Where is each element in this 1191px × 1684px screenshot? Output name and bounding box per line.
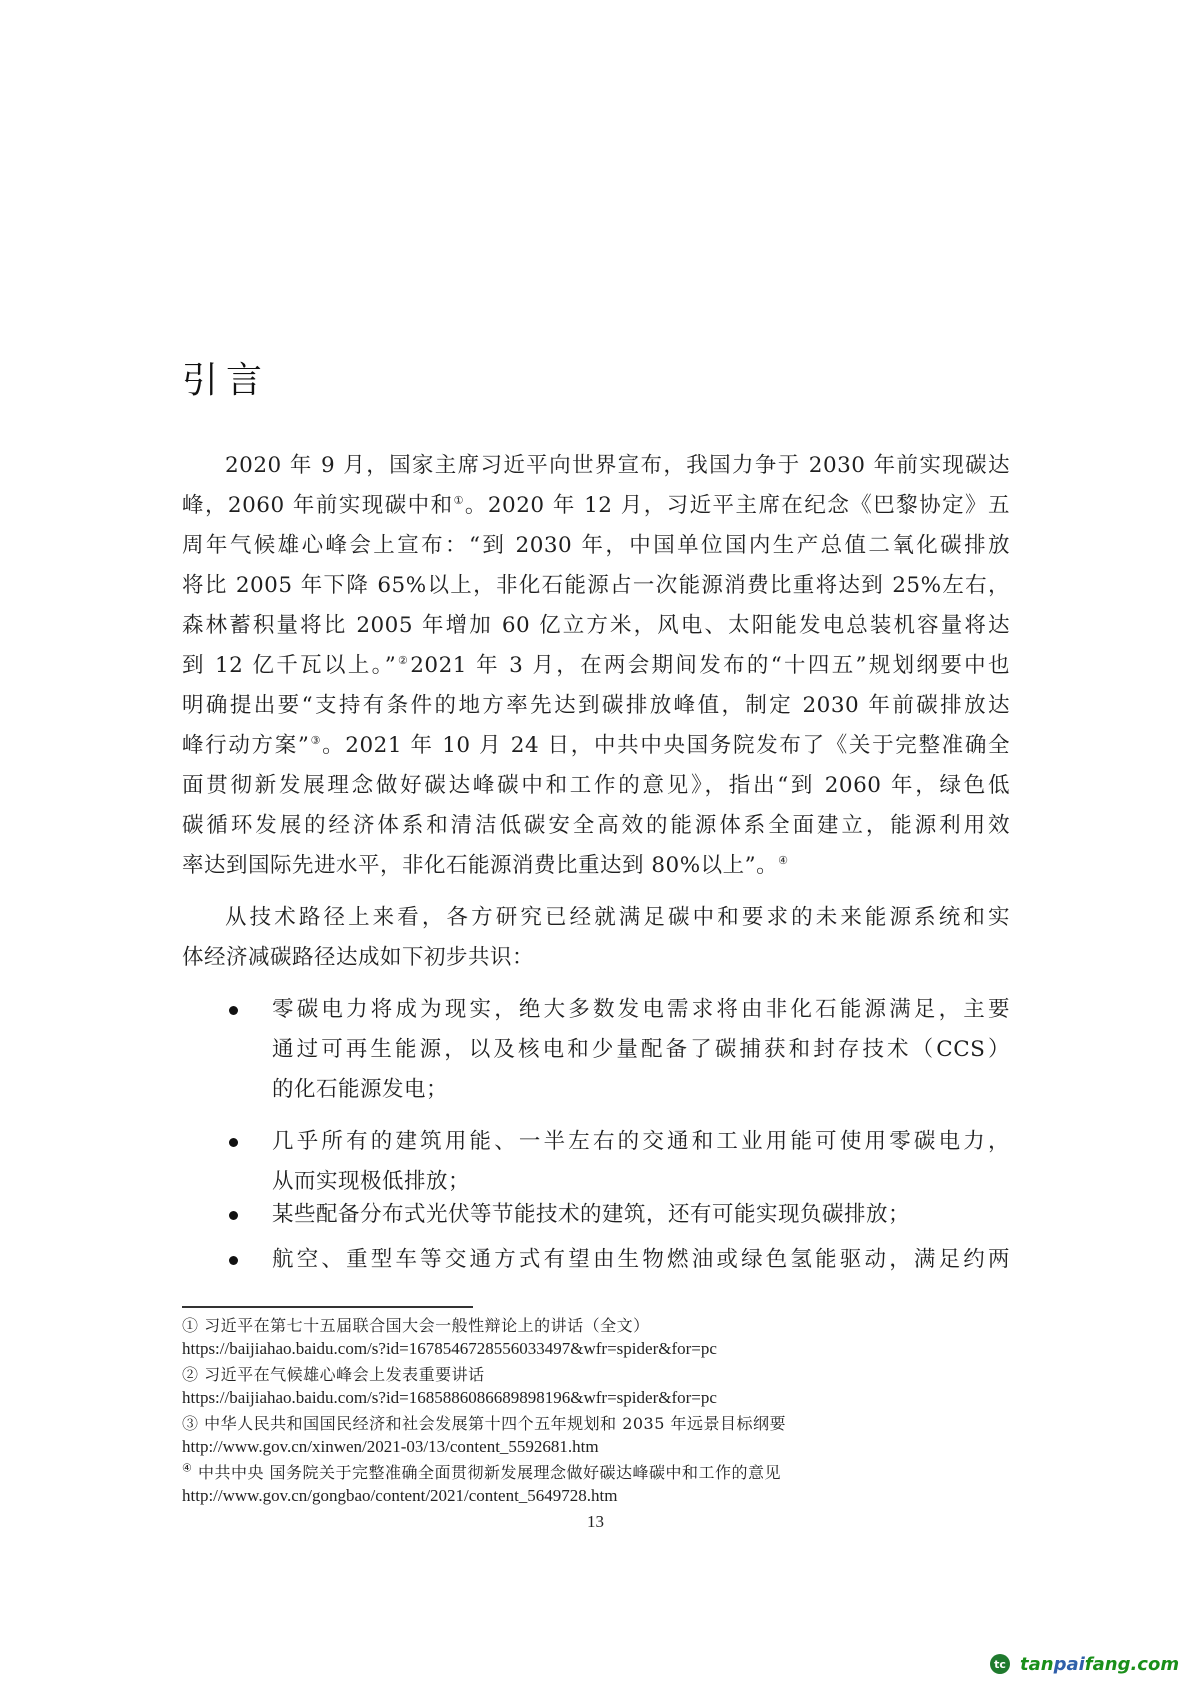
watermark xyxy=(990,1650,1179,1678)
footnote-ref[interactable]: ④ xyxy=(778,853,789,867)
footnote-4: ④ 中共中央 国务院关于完整准确全面贯彻新发展理念做好碳达峰碳中和工作的意见 xyxy=(182,1461,782,1482)
footnote-separator xyxy=(182,1306,473,1308)
paragraph-line: 率达到国际先进水平，非化石能源消费比重达到 80%以上”。④ xyxy=(182,853,789,878)
paragraph-line: 森林蓄积量将比 2005 年增加 60 亿立方米，风电、太阳能发电总装机容量将达 xyxy=(182,613,1010,638)
paragraph-line: 到 12 亿千瓦以上。”②2021 年 3 月，在两会期间发布的“十四五”规划纲要中也 xyxy=(182,653,1010,678)
footnote-3: ③ 中华人民共和国国民经济和社会发展第十四个五年规划和 2035 年远景目标纲要 xyxy=(182,1414,787,1433)
bullet-line: 通过可再生能源，以及核电和少量配备了碳捕获和封存技术（CCS） xyxy=(272,1037,1010,1062)
section-title: 引言 xyxy=(182,360,271,401)
paragraph-line: 面贯彻新发展理念做好碳达峰碳中和工作的意见》，指出“到 2060 年，绿色低 xyxy=(182,773,1010,798)
paragraph-line: 碳循环发展的经济体系和清洁低碳安全高效的能源体系全面建立，能源利用效 xyxy=(182,813,1010,838)
paragraph-line: 周年气候雄心峰会上宣布：“到 2030 年，中国单位国内生产总值二氧化碳排放 xyxy=(182,533,1010,558)
footnote-ref[interactable]: ① xyxy=(453,493,465,507)
footnote-1-url[interactable]: https://baijiahao.baidu.com/s?id=1678546728556033497&wfr=spider&for=pc xyxy=(182,1339,717,1358)
bullet-icon xyxy=(229,1256,238,1265)
paragraph-line: 体经济减碳路径达成如下初步共识： xyxy=(182,945,535,970)
bullet-line: 从而实现极低排放； xyxy=(272,1169,471,1194)
footnote-2: ② 习近平在气候雄心峰会上发表重要讲话 xyxy=(182,1365,485,1384)
bullet-line: 零碳电力将成为现实，绝大多数发电需求将由非化石能源满足，主要 xyxy=(272,997,1010,1022)
paragraph-line: 峰行动方案”③。2021 年 10 月 24 日，中共中央国务院发布了《关于完整准确全 xyxy=(182,733,1010,758)
bullet-icon xyxy=(229,1211,238,1220)
tanpaifang-logo-icon: tc xyxy=(990,1654,1010,1674)
footnote-ref[interactable]: ② xyxy=(396,653,411,667)
bullet-line: 航空、重型车等交通方式有望由生物燃油或绿色氢能驱动，满足约两 xyxy=(272,1247,1010,1272)
footnote-3-url[interactable]: http://www.gov.cn/xinwen/2021-03/13/content_5592681.htm xyxy=(182,1437,599,1456)
paragraph-line: 从技术路径上来看，各方研究已经就满足碳中和要求的未来能源系统和实 xyxy=(225,905,1010,930)
bullet-icon xyxy=(229,1006,238,1015)
paragraph-line: 峰，2060 年前实现碳中和①。2020 年 12 月，习近平主席在纪念《巴黎协定》五 xyxy=(182,493,1010,518)
footnote-4-url[interactable]: http://www.gov.cn/gongbao/content/2021/content_5649728.htm xyxy=(182,1486,618,1505)
paragraph-line: 将比 2005 年下降 65%以上，非化石能源占一次能源消费比重将达到 25%左右， xyxy=(182,573,1010,598)
bullet-icon xyxy=(229,1138,238,1147)
bullet-line: 几乎所有的建筑用能、一半左右的交通和工业用能可使用零碳电力， xyxy=(272,1129,1010,1154)
footnote-ref[interactable]: ③ xyxy=(309,733,323,747)
paragraph-line: 2020 年 9 月，国家主席习近平向世界宣布，我国力争于 2030 年前实现碳达 xyxy=(225,453,1010,478)
watermark-text: tanpaifang.com xyxy=(1020,1653,1180,1675)
bullet-line: 的化石能源发电； xyxy=(272,1077,449,1102)
footnote-2-url[interactable]: https://baijiahao.baidu.com/s?id=1685886086689898196&wfr=spider&for=pc xyxy=(182,1388,717,1407)
bullet-line: 某些配备分布式光伏等节能技术的建筑，还有可能实现负碳排放； xyxy=(272,1202,911,1227)
paragraph-line: 明确提出要“支持有条件的地方率先达到碳排放峰值，制定 2030 年前碳排放达 xyxy=(182,693,1010,718)
page-number: 13 xyxy=(587,1512,604,1531)
footnote-1: ① 习近平在第七十五届联合国大会一般性辩论上的讲话（全文） xyxy=(182,1316,650,1335)
